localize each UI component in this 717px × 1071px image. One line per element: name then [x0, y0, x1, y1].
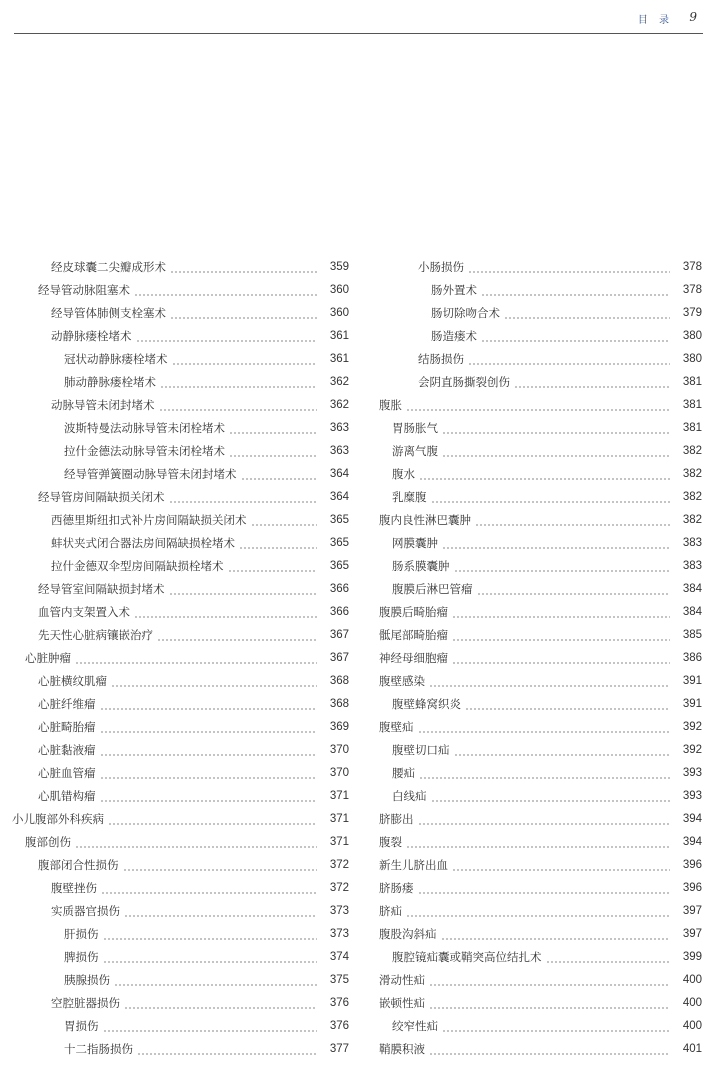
toc-entry-page: 400: [682, 974, 702, 986]
toc-entry-title: 腹壁蜂窝织炎: [392, 697, 461, 711]
toc-entry-page: 382: [682, 445, 702, 457]
dot-leader: [454, 739, 671, 762]
toc-entry[interactable]: [379, 877, 702, 900]
toc-entry-title: 经导管体肺侧支栓塞术: [51, 306, 166, 320]
dot-leader: [137, 1038, 317, 1061]
toc-entry-page: 368: [329, 675, 349, 687]
toc-entry-page: 400: [682, 1020, 702, 1032]
toc-entry[interactable]: [12, 417, 349, 440]
toc-entry-title: 脐膨出: [379, 812, 414, 826]
dot-leader: [159, 394, 318, 417]
toc-entry-title: 游离气腹: [392, 444, 438, 458]
toc-entry[interactable]: [379, 693, 702, 716]
dot-leader: [111, 670, 317, 693]
toc-entry-page: 360: [329, 284, 349, 296]
toc-entry-page: 396: [682, 859, 702, 871]
toc-entry-page: 364: [329, 468, 349, 480]
toc-entry-page: 360: [329, 307, 349, 319]
toc-entry[interactable]: [12, 739, 349, 762]
dot-leader: [134, 279, 317, 302]
toc-entry[interactable]: [379, 808, 702, 831]
toc-entry-page: 378: [682, 261, 702, 273]
dot-leader: [100, 785, 318, 808]
toc-entry-page: 374: [329, 951, 349, 963]
toc-entry-title: 腹壁挫伤: [51, 881, 97, 895]
toc-entry[interactable]: [12, 509, 349, 532]
dot-leader: [134, 601, 317, 624]
toc-entry-title: 肠外置术: [431, 283, 477, 297]
toc-entry-title: 腹水: [392, 467, 415, 481]
dot-leader: [103, 946, 318, 969]
toc-entry[interactable]: [12, 256, 349, 279]
toc-entry-page: 370: [329, 744, 349, 756]
dot-leader: [406, 831, 670, 854]
dot-leader: [504, 302, 670, 325]
toc-entry-page: 364: [329, 491, 349, 503]
toc-entry-title: 会阴直肠撕裂创伤: [418, 375, 510, 389]
dot-leader: [123, 854, 318, 877]
dot-leader: [481, 325, 670, 348]
toc-entry-title: 鞘膜积液: [379, 1042, 425, 1056]
toc-entry[interactable]: [12, 785, 349, 808]
toc-entry[interactable]: [379, 348, 702, 371]
toc-entry[interactable]: [379, 923, 702, 946]
toc-entry-title: 心脏畸胎瘤: [38, 720, 96, 734]
toc-entry[interactable]: [12, 348, 349, 371]
toc-entry-title: 脐疝: [379, 904, 402, 918]
toc-entry[interactable]: [379, 992, 702, 1015]
toc-entry-page: 376: [329, 997, 349, 1009]
dot-leader: [100, 739, 318, 762]
toc-entry-page: 386: [682, 652, 702, 664]
dot-leader: [442, 532, 670, 555]
dot-leader: [229, 417, 317, 440]
toc-entry-page: 359: [329, 261, 349, 273]
toc-entry-title: 嵌顿性疝: [379, 996, 425, 1010]
toc-entry-title: 胃损伤: [64, 1019, 99, 1033]
toc-entry-page: 376: [329, 1020, 349, 1032]
toc-entry[interactable]: [12, 900, 349, 923]
toc-entry-title: 心脏黏液瘤: [38, 743, 96, 757]
toc-entry[interactable]: [379, 394, 702, 417]
toc-entry[interactable]: [12, 877, 349, 900]
toc-entry[interactable]: [12, 578, 349, 601]
dot-leader: [124, 992, 317, 1015]
dot-leader: [419, 762, 670, 785]
toc-entry[interactable]: [379, 647, 702, 670]
toc-entry-title: 新生儿脐出血: [379, 858, 448, 872]
toc-entry-page: 383: [682, 560, 702, 572]
toc-entry-title: 小儿腹部外科疾病: [12, 812, 104, 826]
dot-leader: [229, 440, 317, 463]
toc-entry-page: 377: [329, 1043, 349, 1055]
toc-entry[interactable]: [12, 279, 349, 302]
dot-leader: [429, 992, 670, 1015]
toc-entry[interactable]: [12, 463, 349, 486]
toc-entry-title: 脐肠瘘: [379, 881, 414, 895]
toc-entry-title: 网膜囊肿: [392, 536, 438, 550]
running-title: 目 录: [637, 15, 673, 26]
toc-entry[interactable]: [12, 1015, 349, 1038]
toc-entry-page: 397: [682, 928, 702, 940]
dot-leader: [481, 279, 670, 302]
dot-leader: [101, 877, 317, 900]
toc-entry-page: 400: [682, 997, 702, 1009]
dot-leader: [136, 325, 318, 348]
toc-entry[interactable]: [12, 325, 349, 348]
toc-entry-page: 372: [329, 859, 349, 871]
toc-entry[interactable]: [379, 279, 702, 302]
toc-entry-title: 肺动静脉瘘栓堵术: [64, 375, 156, 389]
dot-leader: [475, 509, 670, 532]
dot-leader: [170, 256, 317, 279]
toc-entry[interactable]: [379, 440, 702, 463]
toc-entry[interactable]: [379, 785, 702, 808]
dot-leader: [251, 509, 318, 532]
toc-entry-title: 胰腺损伤: [64, 973, 110, 987]
toc-entry-title: 结肠损伤: [418, 352, 464, 366]
dot-leader: [169, 486, 318, 509]
toc-entry-title: 经导管室间隔缺损封堵术: [38, 582, 165, 596]
toc-entry-title: 经导管动脉阻塞术: [38, 283, 130, 297]
toc-entry[interactable]: [379, 831, 702, 854]
toc-entry-title: 动静脉瘘栓堵术: [51, 329, 132, 343]
toc-entry[interactable]: [12, 1038, 349, 1061]
toc-entry-page: 371: [329, 813, 349, 825]
toc-entry-page: 382: [682, 514, 702, 526]
toc-entry[interactable]: [379, 555, 702, 578]
toc-entry-title: 滑动性疝: [379, 973, 425, 987]
toc-entry-title: 心脏横纹肌瘤: [38, 674, 107, 688]
toc-entry-page: 382: [682, 468, 702, 480]
toc-entry-title: 空腔脏器损伤: [51, 996, 120, 1010]
toc-entry-title: 心脏纤维瘤: [38, 697, 96, 711]
toc-entry[interactable]: [12, 601, 349, 624]
toc-entry-page: 373: [329, 928, 349, 940]
toc-entry-title: 实质器官损伤: [51, 904, 120, 918]
toc-entry-page: 396: [682, 882, 702, 894]
toc-entry-title: 腹膜后畸胎瘤: [379, 605, 448, 619]
dot-leader: [406, 900, 670, 923]
toc-entry-title: 血管内支架置入术: [38, 605, 130, 619]
toc-entry[interactable]: [379, 532, 702, 555]
toc-entry-title: 心肌错构瘤: [38, 789, 96, 803]
dot-leader: [418, 808, 671, 831]
dot-leader: [75, 831, 317, 854]
toc-entry[interactable]: [379, 486, 702, 509]
toc-entry-page: 369: [329, 721, 349, 733]
toc-entry-page: 379: [682, 307, 702, 319]
dot-leader: [100, 762, 318, 785]
toc-entry[interactable]: [12, 440, 349, 463]
toc-entry-page: 366: [329, 583, 349, 595]
toc-entry[interactable]: [379, 509, 702, 532]
toc-entry-title: 胃肠胀气: [392, 421, 438, 435]
toc-entry[interactable]: [12, 716, 349, 739]
dot-leader: [514, 371, 670, 394]
toc-entry-page: 381: [682, 376, 702, 388]
toc-entry-page: 365: [329, 514, 349, 526]
toc-entry[interactable]: [379, 601, 702, 624]
toc-entry-page: 380: [682, 353, 702, 365]
toc-entry[interactable]: [379, 624, 702, 647]
dot-leader: [75, 647, 317, 670]
dot-leader: [477, 578, 671, 601]
toc-entry-page: 393: [682, 767, 702, 779]
toc-entry-page: 361: [329, 353, 349, 365]
toc-entry[interactable]: [12, 693, 349, 716]
toc-entry-page: 363: [329, 422, 349, 434]
toc-entry-title: 经导管房间隔缺损关闭术: [38, 490, 165, 504]
dot-leader: [114, 969, 317, 992]
toc-entry-page: 363: [329, 445, 349, 457]
dot-leader: [419, 463, 670, 486]
toc-entry-title: 脾损伤: [64, 950, 99, 964]
toc-entry-title: 绞窄性疝: [392, 1019, 438, 1033]
toc-entry-page: 399: [682, 951, 702, 963]
toc-entry[interactable]: [12, 624, 349, 647]
dot-leader: [103, 923, 318, 946]
toc-entry-page: 366: [329, 606, 349, 618]
toc-entry[interactable]: [12, 371, 349, 394]
toc-entry-page: 394: [682, 813, 702, 825]
dot-leader: [103, 1015, 318, 1038]
toc-entry-page: 373: [329, 905, 349, 917]
toc-entry-title: 拉什金德双伞型房间隔缺损栓堵术: [51, 559, 224, 573]
toc-entry-title: 腹股沟斜疝: [379, 927, 437, 941]
dot-leader: [452, 624, 670, 647]
toc-entry-title: 肠造瘘术: [431, 329, 477, 343]
toc-entry-page: 367: [329, 652, 349, 664]
toc-entry[interactable]: [379, 371, 702, 394]
toc-entry-page: 394: [682, 836, 702, 848]
dot-leader: [228, 555, 318, 578]
toc-entry-title: 十二指肠损伤: [64, 1042, 133, 1056]
toc-entry-page: 371: [329, 836, 349, 848]
toc-entry-title: 腹壁感染: [379, 674, 425, 688]
toc-entry[interactable]: [12, 923, 349, 946]
dot-leader: [241, 463, 318, 486]
toc-entry[interactable]: [379, 1015, 702, 1038]
toc-entry-title: 西德里斯纽扣式补片房间隔缺损关闭术: [51, 513, 247, 527]
toc-entry-title: 腰疝: [392, 766, 415, 780]
dot-leader: [160, 371, 317, 394]
dot-leader: [406, 394, 670, 417]
toc-entry[interactable]: [379, 670, 702, 693]
toc-entry[interactable]: [12, 532, 349, 555]
toc-entry[interactable]: [379, 1038, 702, 1061]
dot-leader: [429, 1038, 670, 1061]
dot-leader: [418, 877, 671, 900]
toc-entry-page: 372: [329, 882, 349, 894]
toc-entry-title: 心脏血管瘤: [38, 766, 96, 780]
dot-leader: [442, 417, 670, 440]
toc-entry-title: 腹部闭合性损伤: [38, 858, 119, 872]
toc-entry-title: 骶尾部畸胎瘤: [379, 628, 448, 642]
toc-entry[interactable]: [379, 302, 702, 325]
dot-leader: [452, 647, 670, 670]
toc-entry[interactable]: [12, 854, 349, 877]
toc-entry-title: 肝损伤: [64, 927, 99, 941]
toc-entry-page: 367: [329, 629, 349, 641]
toc-entry-page: 392: [682, 744, 702, 756]
toc-entry-title: 小肠损伤: [418, 260, 464, 274]
toc-entry-page: 385: [682, 629, 702, 641]
toc-entry-title: 腹壁切口疝: [392, 743, 450, 757]
toc-entry[interactable]: [379, 463, 702, 486]
toc-entry-title: 腹部创伤: [25, 835, 71, 849]
toc-entry-title: 腹膜后淋巴管瘤: [392, 582, 473, 596]
toc-entry-title: 拉什金德法动脉导管未闭栓堵术: [64, 444, 225, 458]
toc-entry[interactable]: [12, 969, 349, 992]
toc-entry-page: 378: [682, 284, 702, 296]
dot-leader: [108, 808, 317, 831]
toc-entry[interactable]: [379, 578, 702, 601]
toc-entry-page: 365: [329, 537, 349, 549]
dot-leader: [546, 946, 671, 969]
toc-entry-page: 401: [682, 1043, 702, 1055]
dot-leader: [468, 256, 670, 279]
dot-leader: [468, 348, 670, 371]
toc-entry-title: 冠状动静脉瘘栓堵术: [64, 352, 168, 366]
page-header: [0, 0, 717, 36]
toc-entry[interactable]: [12, 946, 349, 969]
toc-entry-page: 384: [682, 606, 702, 618]
dot-leader: [239, 532, 317, 555]
toc-entry-page: 371: [329, 790, 349, 802]
toc-entry-title: 波斯特曼法动脉导管未闭栓堵术: [64, 421, 225, 435]
toc-entry[interactable]: [12, 394, 349, 417]
dot-leader: [418, 716, 671, 739]
toc-entry-page: 383: [682, 537, 702, 549]
toc-left-column: [12, 256, 349, 1061]
dot-leader: [454, 555, 671, 578]
toc-entry[interactable]: [12, 486, 349, 509]
toc-entry[interactable]: [12, 670, 349, 693]
toc-entry[interactable]: [12, 992, 349, 1015]
toc-entry[interactable]: [12, 647, 349, 670]
dot-leader: [452, 854, 670, 877]
toc-entry-title: 肠系膜囊肿: [392, 559, 450, 573]
dot-leader: [452, 601, 670, 624]
toc-entry-page: 365: [329, 560, 349, 572]
toc-entry[interactable]: [12, 808, 349, 831]
toc-entry-title: 腹内良性淋巴囊肿: [379, 513, 471, 527]
dot-leader: [442, 1015, 670, 1038]
toc-entry-page: 392: [682, 721, 702, 733]
dot-leader: [100, 693, 318, 716]
toc-entry-page: 381: [682, 422, 702, 434]
dot-leader: [169, 578, 318, 601]
page-number: 9: [689, 10, 697, 24]
toc-entry[interactable]: [379, 762, 702, 785]
toc-entry-title: 蚌状夹式闭合器法房间隔缺损栓堵术: [51, 536, 235, 550]
toc-entry[interactable]: [379, 900, 702, 923]
toc-entry[interactable]: [12, 762, 349, 785]
header-divider: [14, 33, 703, 34]
toc-entry-title: 腹裂: [379, 835, 402, 849]
toc-right-column: [379, 256, 702, 1061]
toc-entry-page: 381: [682, 399, 702, 411]
toc-entry-title: 经皮球囊二尖瓣成形术: [51, 260, 166, 274]
toc-entry[interactable]: [12, 831, 349, 854]
toc-entry-title: 先天性心脏病镶嵌治疗: [38, 628, 153, 642]
toc-entry[interactable]: [379, 739, 702, 762]
dot-leader: [431, 785, 671, 808]
toc-entry[interactable]: [379, 716, 702, 739]
toc-entry-title: 肠切除吻合术: [431, 306, 500, 320]
toc-entry-page: 391: [682, 675, 702, 687]
toc-entry-page: 393: [682, 790, 702, 802]
toc-entry-page: 391: [682, 698, 702, 710]
toc-entry-page: 382: [682, 491, 702, 503]
toc-entry-page: 397: [682, 905, 702, 917]
toc-entry-page: 370: [329, 767, 349, 779]
toc-entry[interactable]: [12, 555, 349, 578]
toc-entry-title: 腹壁疝: [379, 720, 414, 734]
toc-entry-page: 362: [329, 376, 349, 388]
toc-entry[interactable]: [379, 946, 702, 969]
dot-leader: [170, 302, 317, 325]
dot-leader: [429, 969, 670, 992]
toc-entry[interactable]: [379, 854, 702, 877]
toc-entry[interactable]: [12, 302, 349, 325]
toc-entry-page: 361: [329, 330, 349, 342]
dot-leader: [172, 348, 318, 371]
toc-entry-title: 动脉导管未闭封堵术: [51, 398, 155, 412]
toc-entry-page: 375: [329, 974, 349, 986]
dot-leader: [100, 716, 318, 739]
dot-leader: [465, 693, 670, 716]
toc-entry[interactable]: [379, 417, 702, 440]
dot-leader: [124, 900, 317, 923]
toc-entry-title: 经导管弹簧圈动脉导管未闭封堵术: [64, 467, 237, 481]
toc-entry-title: 白线疝: [392, 789, 427, 803]
toc-entry[interactable]: [379, 969, 702, 992]
toc-entry-title: 腹胀: [379, 398, 402, 412]
dot-leader: [441, 923, 671, 946]
toc-entry-title: 乳糜腹: [392, 490, 427, 504]
dot-leader: [429, 670, 670, 693]
toc-entry-page: 368: [329, 698, 349, 710]
toc-entry-page: 380: [682, 330, 702, 342]
toc-entry[interactable]: [379, 256, 702, 279]
toc-entry-title: 神经母细胞瘤: [379, 651, 448, 665]
dot-leader: [431, 486, 671, 509]
toc-entry[interactable]: [379, 325, 702, 348]
dot-leader: [442, 440, 670, 463]
toc-entry-page: 384: [682, 583, 702, 595]
dot-leader: [157, 624, 317, 647]
toc-entry-title: 心脏肿瘤: [25, 651, 71, 665]
toc-entry-title: 腹腔镜疝囊或鞘突高位结扎术: [392, 950, 542, 964]
toc-entry-page: 362: [329, 399, 349, 411]
